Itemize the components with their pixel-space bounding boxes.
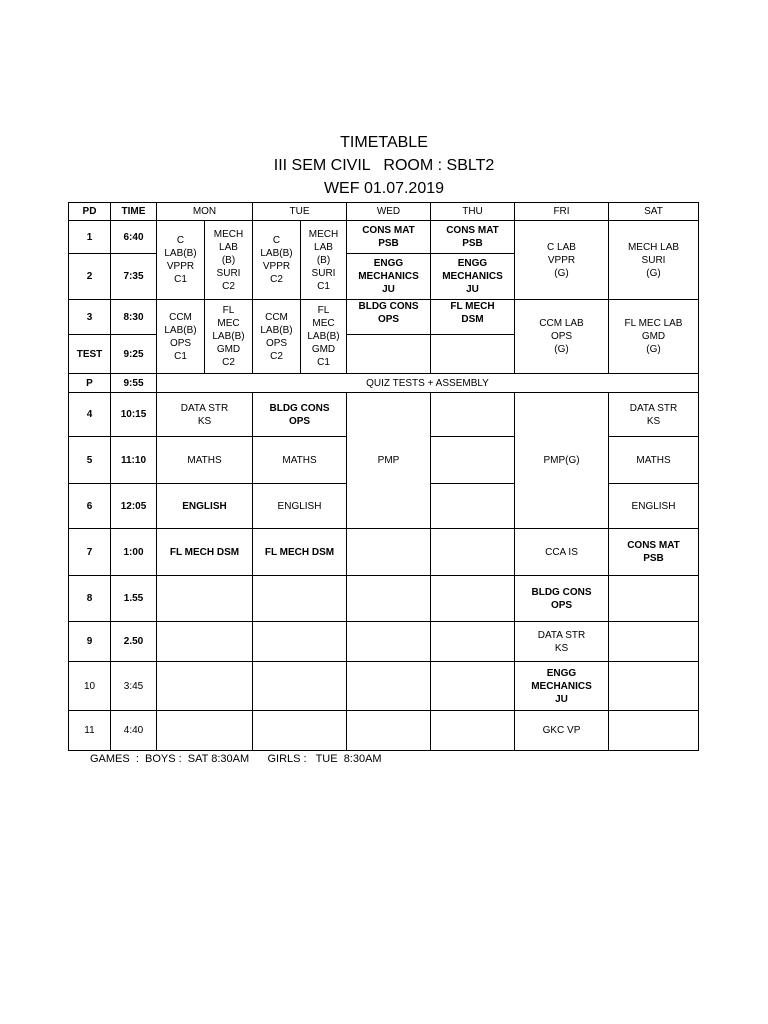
cell-sat: FL MEC LAB GMD (G): [609, 300, 699, 374]
header-fri: FRI: [515, 203, 609, 221]
cell-thu: [431, 576, 515, 622]
table-row: [69, 662, 699, 711]
cell-quiz-assembly: QUIZ TESTS + ASSEMBLY: [157, 374, 699, 393]
header-mon: MON: [157, 203, 253, 221]
cell-mon-lab-a: CCM LAB(B) OPS C1: [157, 300, 205, 374]
cell-sat: [609, 622, 699, 662]
period-number: 4: [69, 393, 111, 437]
cell-fri: ENGG MECHANICS JU: [515, 662, 609, 711]
cell-tue-lab-a: CCM LAB(B) OPS C2: [253, 300, 301, 374]
period-number: 2: [69, 254, 111, 300]
cell-mon: [157, 662, 253, 711]
cell-thu: [431, 662, 515, 711]
period-number: 5: [69, 437, 111, 484]
cell-fri: C LAB VPPR (G): [515, 221, 609, 300]
cell-wed: [347, 529, 431, 576]
cell-sat: MATHS: [609, 437, 699, 484]
header-sat: SAT: [609, 203, 699, 221]
cell-tue: [253, 622, 347, 662]
cell-wed: [347, 335, 431, 374]
cell-wed: [347, 622, 431, 662]
table-row: [69, 221, 699, 254]
cell-thu: CONS MAT PSB: [431, 221, 515, 254]
period-number: 9: [69, 622, 111, 662]
period-time: 3:45: [111, 662, 157, 711]
period-number: P: [69, 374, 111, 393]
cell-mon: [157, 576, 253, 622]
period-time: 7:35: [111, 254, 157, 300]
cell-thu: [431, 484, 515, 529]
cell-wed: [347, 576, 431, 622]
table-row: [69, 529, 699, 576]
period-time: 1.55: [111, 576, 157, 622]
period-time: 9:25: [111, 335, 157, 374]
cell-sat: [609, 662, 699, 711]
period-time: 4:40: [111, 711, 157, 751]
header-wed: WED: [347, 203, 431, 221]
period-number: 11: [69, 711, 111, 751]
cell-sat: [609, 711, 699, 751]
cell-sat: [609, 576, 699, 622]
period-number: 8: [69, 576, 111, 622]
cell-thu: [431, 711, 515, 751]
cell-tue: [253, 576, 347, 622]
header-pd: PD: [69, 203, 111, 221]
table-row: [69, 393, 699, 437]
cell-tue: MATHS: [253, 437, 347, 484]
title-main: TIMETABLE: [340, 134, 428, 151]
title-block: [0, 131, 768, 200]
cell-mon-lab-a: C LAB(B) VPPR C1: [157, 221, 205, 300]
cell-wed: [347, 662, 431, 711]
cell-tue: ENGLISH: [253, 484, 347, 529]
cell-mon: FL MECH DSM: [157, 529, 253, 576]
cell-thu: [431, 335, 515, 374]
cell-mon: [157, 711, 253, 751]
period-time: 11:10: [111, 437, 157, 484]
period-time: 2.50: [111, 622, 157, 662]
timetable: [68, 202, 699, 751]
period-time: 12:05: [111, 484, 157, 529]
period-time: 10:15: [111, 393, 157, 437]
cell-sat: CONS MAT PSB: [609, 529, 699, 576]
cell-tue: [253, 711, 347, 751]
cell-mon-lab-b: MECH LAB (B) SURI C2: [205, 221, 253, 300]
header-tue: TUE: [253, 203, 347, 221]
header-row: [69, 203, 699, 221]
period-time: 9:55: [111, 374, 157, 393]
header-thu: THU: [431, 203, 515, 221]
title-effective-date: WEF 01.07.2019: [323, 180, 445, 197]
cell-mon: DATA STR KS: [157, 393, 253, 437]
cell-tue-lab-b: FL MEC LAB(B) GMD C1: [301, 300, 347, 374]
period-time: 1:00: [111, 529, 157, 576]
cell-tue-lab-b: MECH LAB (B) SURI C1: [301, 221, 347, 300]
period-number: 3: [69, 300, 111, 335]
cell-wed: ENGG MECHANICS JU: [347, 254, 431, 300]
cell-wed: [347, 711, 431, 751]
table-row: [69, 300, 699, 335]
table-row: [69, 622, 699, 662]
table-row: [69, 576, 699, 622]
period-time: 8:30: [111, 300, 157, 335]
cell-sat: ENGLISH: [609, 484, 699, 529]
cell-thu: ENGG MECHANICS JU: [431, 254, 515, 300]
period-number: 7: [69, 529, 111, 576]
cell-thu: [431, 529, 515, 576]
cell-tue-lab-a: C LAB(B) VPPR C2: [253, 221, 301, 300]
cell-fri: PMP(G): [515, 393, 609, 529]
cell-fri: DATA STR KS: [515, 622, 609, 662]
cell-wed: BLDG CONS OPS: [347, 300, 431, 335]
cell-wed: PMP: [347, 393, 431, 529]
cell-thu: [431, 393, 515, 437]
cell-thu: [431, 437, 515, 484]
period-number: 1: [69, 221, 111, 254]
cell-fri: CCM LAB OPS (G): [515, 300, 609, 374]
cell-mon: MATHS: [157, 437, 253, 484]
cell-mon-lab-b: FL MEC LAB(B) GMD C2: [205, 300, 253, 374]
period-time: 6:40: [111, 221, 157, 254]
cell-thu: FL MECH DSM: [431, 300, 515, 335]
cell-fri: CCA IS: [515, 529, 609, 576]
cell-wed: CONS MAT PSB: [347, 221, 431, 254]
title-class-room: III SEM CIVIL ROOM : SBLT2: [273, 157, 495, 174]
cell-tue: FL MECH DSM: [253, 529, 347, 576]
cell-tue: BLDG CONS OPS: [253, 393, 347, 437]
table-row: [69, 374, 699, 393]
games-footer: GAMES : BOYS : SAT 8:30AM GIRLS : TUE 8:30AM: [90, 753, 382, 765]
cell-mon: ENGLISH: [157, 484, 253, 529]
cell-fri: GKC VP: [515, 711, 609, 751]
cell-fri: BLDG CONS OPS: [515, 576, 609, 622]
period-number: TEST: [69, 335, 111, 374]
cell-sat: MECH LAB SURI (G): [609, 221, 699, 300]
cell-sat: DATA STR KS: [609, 393, 699, 437]
cell-thu: [431, 622, 515, 662]
period-number: 10: [69, 662, 111, 711]
cell-tue: [253, 662, 347, 711]
table-row: [69, 711, 699, 751]
header-time: TIME: [111, 203, 157, 221]
period-number: 6: [69, 484, 111, 529]
cell-mon: [157, 622, 253, 662]
